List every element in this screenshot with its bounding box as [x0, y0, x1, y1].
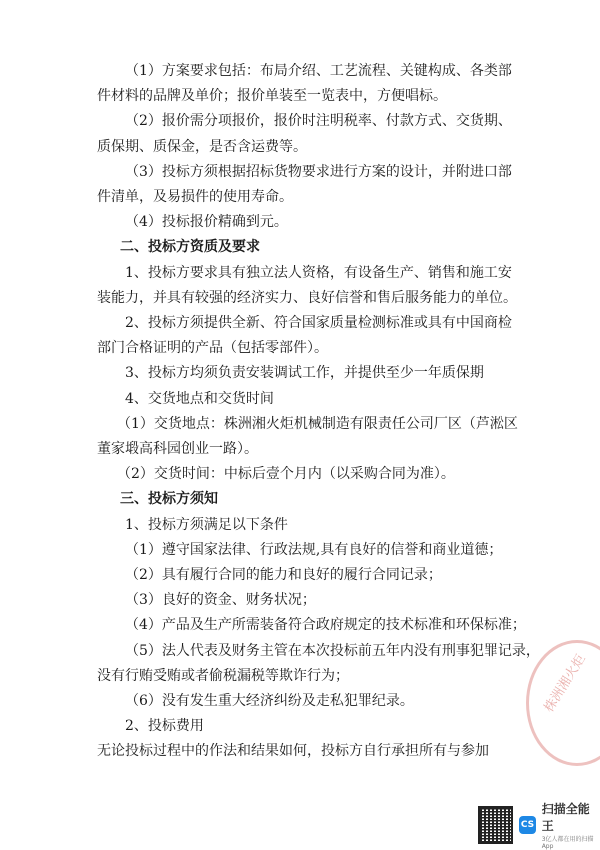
paragraph-line: （1）方案要求包括：布局介绍、工艺流程、关键构成、各类部	[125, 63, 512, 79]
paragraph-line: （2）具有履行合同的能力和良好的履行合同记录；	[125, 567, 442, 583]
paragraph-line: 董家塅高科园创业一路）。	[97, 441, 258, 457]
paragraph-line: （1）遵守国家法律、行政法规,具有良好的信誉和商业道德；	[125, 542, 503, 558]
scanner-watermark	[478, 800, 600, 850]
paragraph-line: 件材料的品牌及单价；报价单装至一览表中，方便唱标。	[97, 88, 447, 104]
paragraph-line: （2）交货时间：中标后壹个月内（以采购合同为准）。	[117, 466, 455, 482]
stamp-text: 株洲湘火炬	[541, 652, 589, 716]
watermark-name: 扫描全能王	[541, 802, 590, 833]
paragraph-line: 3、投标方均须负责安装调试工作，并提供至少一年质保期	[125, 365, 484, 381]
paragraph-line: （2）报价需分项报价，报价时注明税率、付款方式、交货期、	[125, 113, 512, 129]
paragraph-line: 无论投标过程中的作法和结果如何，投标方自行承担所有与参加	[97, 743, 489, 759]
paragraph-line: （6）没有发生重大经济纠纷及走私犯罪纪录。	[125, 693, 414, 709]
paragraph-line: （3）投标方须根据招标货物要求进行方案的设计，并附进口部	[125, 164, 512, 180]
paragraph-line: （3）良好的资金、财务状况；	[125, 592, 316, 608]
paragraph-line: 部门合格证明的产品（包括零部件）。	[97, 340, 328, 356]
paragraph-line: 1、投标方要求具有独立法人资格，有设备生产、销售和施工安	[125, 265, 512, 281]
paragraph-line: 件清单，及易损件的使用寿命。	[97, 189, 293, 205]
paragraph-line: 质保期、质保金，是否含运费等。	[97, 139, 307, 155]
camscanner-logo-icon: CS	[519, 816, 536, 834]
paragraph-line: （1）交货地点：株洲湘火炬机械制造有限责任公司厂区（芦淞区	[117, 416, 518, 432]
watermark-brand	[542, 800, 600, 850]
paragraph-line: 4、交货地点和交货时间	[125, 391, 274, 407]
paragraph-line: 2、投标费用	[125, 718, 204, 734]
paragraph-line: （5）法人代表及财务主管在本次投标前五年内没有刑事犯罪记录，	[125, 643, 540, 659]
watermark-subtitle: 3亿人都在用的扫描App	[541, 836, 594, 850]
paragraph-line: 1、投标方须满足以下条件	[125, 517, 288, 533]
section-heading: 二、投标方资质及要求	[120, 239, 260, 255]
paragraph-line: 没有行贿受贿或者偷税漏税等欺诈行为；	[97, 668, 349, 684]
qr-code-icon	[478, 806, 513, 844]
paragraph-line: （4）产品及生产所需装备符合政府规定的技术标准和环保标准；	[125, 617, 526, 633]
paragraph-line: 2、投标方须提供全新、符合国家质量检测标准或具有中国商检	[125, 315, 512, 331]
paragraph-line: 装能力，并具有较强的经济实力、良好信誉和售后服务能力的单位。	[97, 290, 517, 306]
section-heading: 三、投标方须知	[120, 491, 218, 507]
paragraph-line: （4）投标报价精确到元。	[125, 214, 288, 230]
